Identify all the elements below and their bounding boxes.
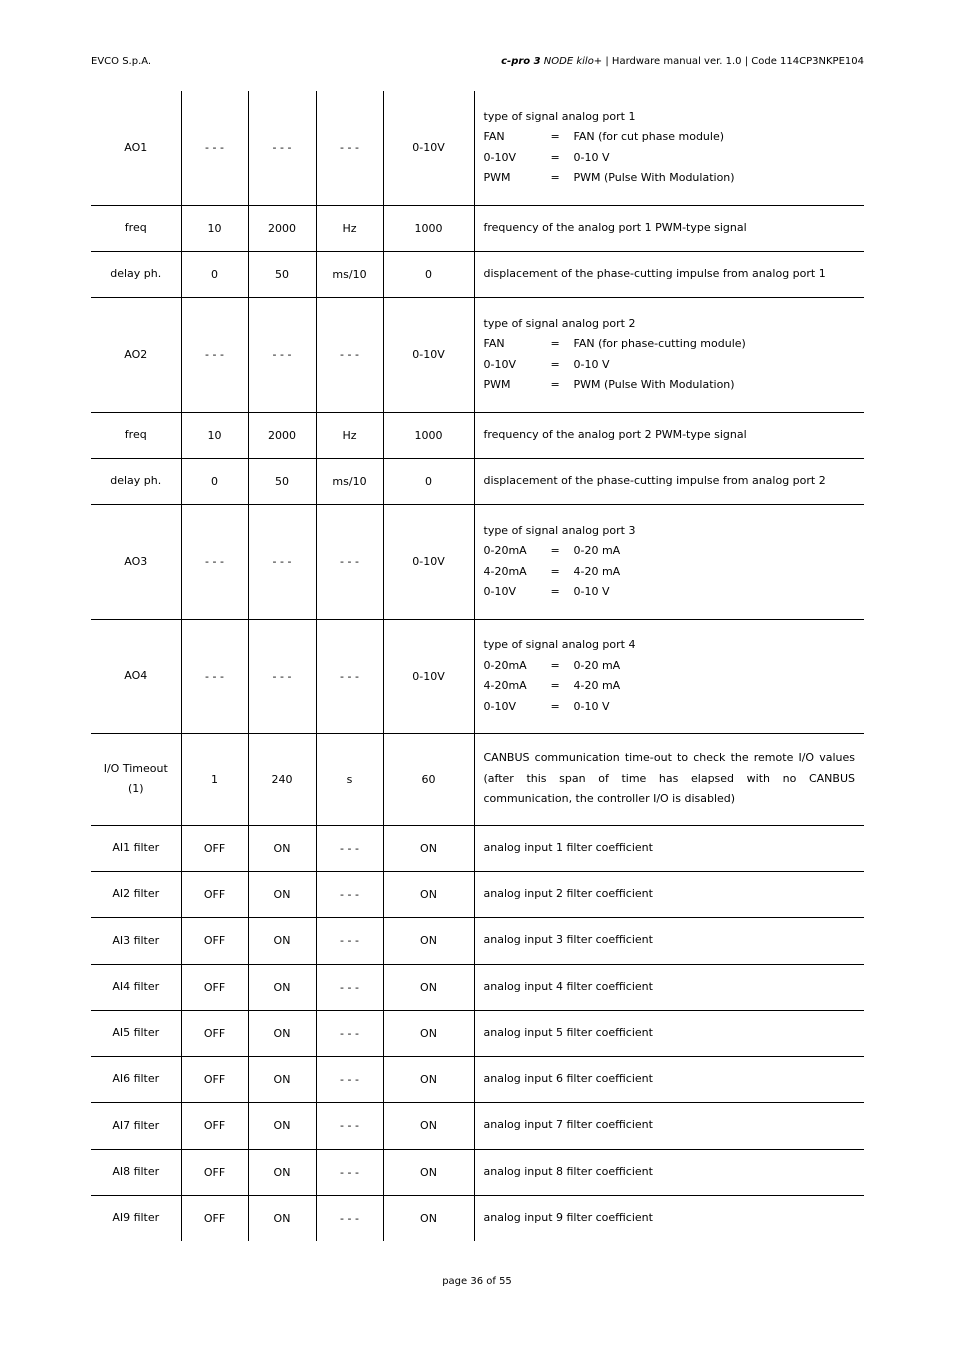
table-row [91, 1195, 864, 1241]
table-row [91, 917, 864, 964]
param-description [474, 1102, 864, 1149]
page-number: page 36 of 55 [442, 1276, 512, 1287]
param-max: ON [248, 1056, 316, 1102]
table-row [91, 91, 864, 205]
option-key: 0-10V [483, 699, 516, 713]
param-default: ON [383, 917, 474, 964]
param-unit: - - - [316, 1102, 383, 1149]
param-default: 0-10V [383, 619, 474, 733]
table-row [91, 205, 864, 251]
param-max: - - - [248, 619, 316, 733]
param-default: 0-10V [383, 91, 474, 205]
param-max: ON [248, 825, 316, 871]
param-max: - - - [248, 297, 316, 412]
param-unit: - - - [316, 1010, 383, 1056]
param-min: - - - [181, 504, 248, 619]
param-name: AI4 filter [91, 964, 181, 1010]
param-description [474, 1149, 864, 1195]
param-description [474, 504, 864, 619]
param-default: ON [383, 825, 474, 871]
param-description [474, 825, 864, 871]
option-line [484, 697, 856, 718]
param-default: 0 [383, 458, 474, 504]
param-name: AO3 [91, 504, 181, 619]
description-title: type of signal analog port 4 [483, 638, 636, 651]
param-min: - - - [181, 91, 248, 205]
table-row [91, 1056, 864, 1102]
option-equals: = [550, 585, 560, 598]
param-unit: ms/10 [316, 458, 383, 504]
description-text: analog input 1 filter coefficient [483, 840, 653, 854]
param-name: AI7 filter [91, 1102, 181, 1149]
param-min: 0 [181, 458, 248, 504]
param-max: ON [248, 1149, 316, 1195]
param-description [474, 733, 864, 825]
param-name: delay ph. [91, 251, 181, 297]
table-row [91, 1149, 864, 1195]
table-row [91, 1102, 864, 1149]
option-key: 0-10V [483, 357, 516, 371]
option-key: FAN [483, 337, 505, 350]
param-name: AO1 [91, 91, 181, 205]
param-min: 0 [181, 251, 248, 297]
table-row [91, 504, 864, 619]
param-default: ON [383, 1195, 474, 1241]
description-title: type of signal analog port 2 [483, 316, 636, 330]
param-unit: - - - [316, 619, 383, 733]
param-description [474, 412, 864, 458]
option-equals: = [550, 357, 560, 371]
param-min: 10 [181, 205, 248, 251]
table-row [91, 412, 864, 458]
param-name: AI5 filter [91, 1010, 181, 1056]
option-equals: = [550, 150, 560, 164]
param-unit: Hz [316, 205, 383, 251]
param-max: - - - [248, 91, 316, 205]
option-equals: = [550, 544, 560, 557]
param-max: ON [248, 871, 316, 917]
option-value: FAN (for cut phase module) [573, 130, 725, 144]
param-unit: - - - [316, 825, 383, 871]
param-default: ON [383, 871, 474, 917]
option-line [484, 676, 856, 697]
description-title: type of signal analog port 3 [483, 523, 636, 537]
param-description [474, 1010, 864, 1056]
param-min: OFF [181, 1102, 248, 1149]
param-min: 1 [181, 733, 248, 825]
option-key: PWM [483, 378, 511, 391]
option-line [484, 168, 856, 189]
param-default: 0-10V [383, 504, 474, 619]
param-min: OFF [181, 964, 248, 1010]
param-description [474, 871, 864, 917]
param-description [474, 91, 864, 205]
param-max: 2000 [248, 412, 316, 458]
param-description [474, 1056, 864, 1102]
param-max: 50 [248, 458, 316, 504]
param-max: ON [248, 917, 316, 964]
option-key: PWM [483, 171, 511, 185]
param-description [474, 251, 864, 297]
option-line [484, 375, 856, 396]
option-equals: = [550, 564, 560, 578]
option-equals: = [550, 378, 560, 391]
description-text: analog input 2 filter coefficient [483, 886, 653, 900]
option-line [484, 562, 856, 583]
description-text: analog input 7 filter coefficient [483, 1118, 653, 1132]
param-min: OFF [181, 1010, 248, 1056]
param-unit: - - - [316, 871, 383, 917]
description-text: displacement of the phase-cutting impulse from analog port 1 [483, 266, 826, 280]
param-max: 2000 [248, 205, 316, 251]
param-max: ON [248, 1102, 316, 1149]
description-text: frequency of the analog port 1 PWM-type signal [483, 220, 747, 234]
table-row [91, 619, 864, 733]
param-default: 1000 [383, 205, 474, 251]
description-text: displacement of the phase-cutting impulse from analog port 2 [483, 473, 826, 487]
param-unit: - - - [316, 297, 383, 412]
param-description [474, 205, 864, 251]
param-max: ON [248, 1010, 316, 1056]
param-min: OFF [181, 1195, 248, 1241]
option-line [484, 656, 856, 677]
option-equals: = [550, 699, 560, 713]
option-value: 0-10 V [573, 357, 610, 371]
description-text: CANBUS communication time-out to check the remote I/O values (after this span of time has elapsed with no CANBUS communication, the controller I/O is disabled) [483, 751, 855, 806]
document-header [501, 56, 864, 67]
param-max: - - - [248, 504, 316, 619]
param-max: ON [248, 1195, 316, 1241]
option-line [484, 334, 856, 355]
option-value: 0-20 mA [573, 544, 621, 557]
param-name: AO4 [91, 619, 181, 733]
param-default: ON [383, 1056, 474, 1102]
param-name: AO2 [91, 297, 181, 412]
param-default: 0-10V [383, 297, 474, 412]
table-row [91, 871, 864, 917]
param-default: 0 [383, 251, 474, 297]
param-min: OFF [181, 1056, 248, 1102]
param-default: ON [383, 964, 474, 1010]
param-default: 1000 [383, 412, 474, 458]
option-value: FAN (for phase-cutting module) [573, 337, 746, 350]
param-min: 10 [181, 412, 248, 458]
param-default: 60 [383, 733, 474, 825]
company-name: EVCO S.p.A. [91, 56, 152, 67]
table-row [91, 1010, 864, 1056]
option-value: PWM (Pulse With Modulation) [573, 378, 735, 391]
param-min: OFF [181, 871, 248, 917]
option-equals: = [550, 130, 560, 144]
param-unit: Hz [316, 412, 383, 458]
option-key: FAN [483, 130, 505, 144]
param-unit: - - - [316, 1195, 383, 1241]
param-name: freq [91, 412, 181, 458]
manual-info: | Hardware manual ver. 1.0 | Code 114CP3NKPE104 [602, 56, 864, 67]
option-value: 0-20 mA [573, 658, 621, 672]
param-unit: - - - [316, 504, 383, 619]
param-description [474, 458, 864, 504]
option-equals: = [550, 337, 560, 350]
option-equals: = [550, 679, 560, 692]
param-unit: - - - [316, 1056, 383, 1102]
param-unit: s [316, 733, 383, 825]
param-name: I/O Timeout (1) [91, 733, 181, 825]
param-name: AI8 filter [91, 1149, 181, 1195]
product-name: c-pro 3 [501, 56, 541, 67]
description-text: analog input 4 filter coefficient [483, 979, 653, 993]
option-equals: = [550, 171, 560, 185]
param-min: OFF [181, 917, 248, 964]
option-key: 0-20mA [483, 544, 527, 557]
param-min: OFF [181, 825, 248, 871]
param-name: freq [91, 205, 181, 251]
table-row [91, 733, 864, 825]
option-key: 4-20mA [483, 564, 527, 578]
option-key: 4-20mA [483, 679, 527, 692]
param-default: ON [383, 1102, 474, 1149]
option-line [484, 541, 856, 562]
param-min: OFF [181, 1149, 248, 1195]
param-unit: ms/10 [316, 251, 383, 297]
option-key: 0-10V [483, 150, 516, 164]
option-key: 0-20mA [483, 658, 527, 672]
param-name: AI6 filter [91, 1056, 181, 1102]
description-text: frequency of the analog port 2 PWM-type signal [483, 427, 747, 441]
option-key: 0-10V [483, 585, 516, 598]
param-description [474, 917, 864, 964]
param-default: ON [383, 1010, 474, 1056]
param-max: ON [248, 964, 316, 1010]
description-text: analog input 5 filter coefficient [483, 1025, 653, 1039]
parameters-table [91, 91, 864, 1241]
option-value: 0-10 V [573, 150, 610, 164]
product-variant: NODE kilo+ [543, 56, 603, 67]
param-description [474, 964, 864, 1010]
description-text: analog input 6 filter coefficient [483, 1071, 653, 1085]
param-max: 50 [248, 251, 316, 297]
param-name: AI1 filter [91, 825, 181, 871]
table-row [91, 297, 864, 412]
option-line [484, 148, 856, 169]
table-row [91, 825, 864, 871]
description-text: analog input 3 filter coefficient [483, 933, 653, 947]
option-value: 0-10 V [573, 585, 610, 598]
param-unit: - - - [316, 964, 383, 1010]
description-title: type of signal analog port 1 [483, 109, 636, 123]
table-row [91, 458, 864, 504]
description-text: analog input 8 filter coefficient [483, 1164, 653, 1178]
param-unit: - - - [316, 91, 383, 205]
param-name: delay ph. [91, 458, 181, 504]
param-min: - - - [181, 297, 248, 412]
param-description [474, 1195, 864, 1241]
param-default: ON [383, 1149, 474, 1195]
param-name: AI2 filter [91, 871, 181, 917]
option-line [484, 355, 856, 376]
param-name: AI9 filter [91, 1195, 181, 1241]
option-line [484, 127, 856, 148]
table-row [91, 964, 864, 1010]
param-unit: - - - [316, 1149, 383, 1195]
param-description [474, 297, 864, 412]
param-max: 240 [248, 733, 316, 825]
param-name: AI3 filter [91, 917, 181, 964]
option-value: 4-20 mA [573, 564, 621, 578]
param-description [474, 619, 864, 733]
option-line [484, 582, 856, 603]
table-row [91, 251, 864, 297]
description-text: analog input 9 filter coefficient [483, 1211, 653, 1224]
option-equals: = [550, 658, 560, 672]
option-value: 4-20 mA [573, 679, 621, 692]
param-unit: - - - [316, 917, 383, 964]
param-min: - - - [181, 619, 248, 733]
option-value: 0-10 V [573, 699, 610, 713]
option-value: PWM (Pulse With Modulation) [573, 171, 735, 185]
